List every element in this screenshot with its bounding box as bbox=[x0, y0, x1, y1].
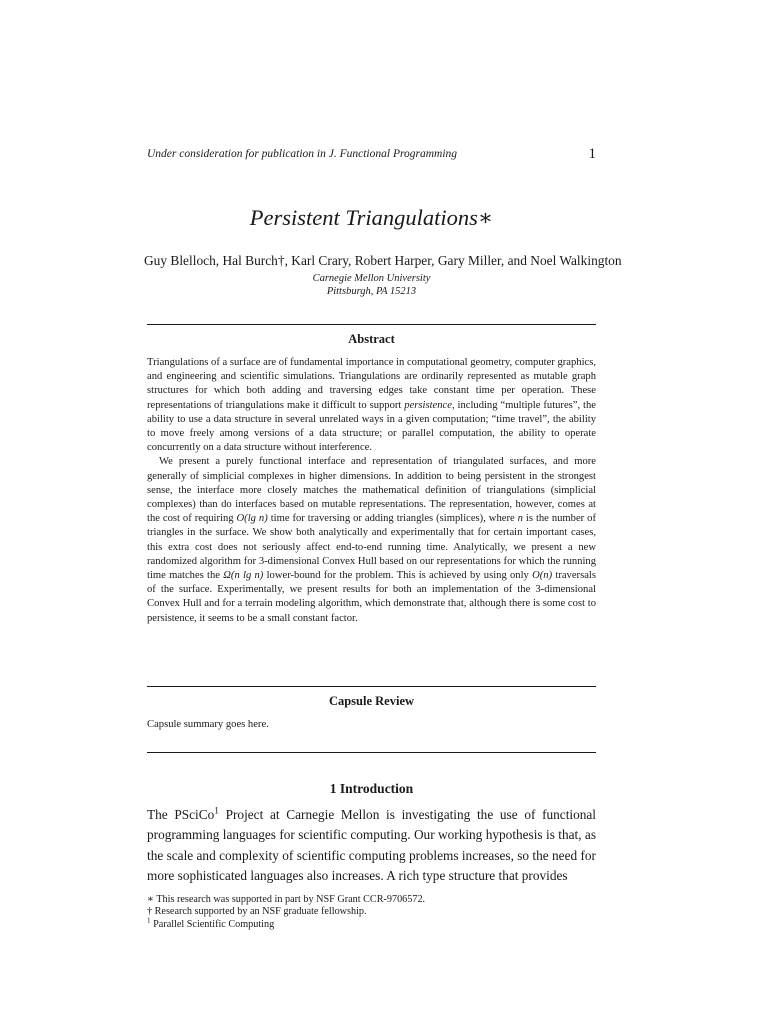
intro-text-a: The PSciCo bbox=[147, 807, 215, 822]
intro-footnote-ref: 1 bbox=[214, 806, 219, 817]
authors-text-2: , Karl Crary, Robert Harper, Gary Miller, and Noel Walkington bbox=[284, 253, 622, 268]
math-o-lg-n: O(lg n) bbox=[236, 513, 268, 525]
burch-footnote-mark: † bbox=[277, 253, 285, 268]
footnote-text: Parallel Scientific Computing bbox=[150, 918, 275, 930]
footnotes bbox=[147, 894, 596, 931]
introduction-paragraph bbox=[147, 805, 596, 886]
title-text: Persistent Triangulations bbox=[249, 205, 478, 230]
abstract-body bbox=[147, 356, 596, 626]
footnote-mark: 1 bbox=[147, 916, 151, 925]
abstract-top-rule bbox=[147, 324, 596, 325]
author-list bbox=[144, 253, 622, 269]
footnote-text: Research supported by an NSF graduate fellowship. bbox=[152, 906, 367, 918]
authors-text-1: Guy Blelloch, Hal Burch bbox=[144, 253, 278, 268]
math-omega-n-lg-n: Ω(n lg n) bbox=[223, 570, 264, 582]
running-head bbox=[147, 148, 596, 160]
abstract-p2-text-a: We present a purely functional interface and representation of triangulated surfaces, and more generally of simplicial complexes in higher dimensions. In addition to being persistent in the strongest sense, the interface more closely matches the mathematical definition of triangulations (simplicial complexes) than do interfaces based on mutable representations. The representation, however, comes at the cost of requiring bbox=[147, 456, 596, 525]
abstract-p1-text-b: , including “multiple futures”, the ability to use a data structure in several unrelated ways in a given computation; “time travel”, the ability to move freely among versions of a data structure; or parallel computation, the ability to operate concurrently on a data structure without interference. bbox=[147, 399, 596, 454]
running-head-text: Under consideration for publication in J. Functional Programming bbox=[147, 148, 458, 160]
math-o-n: O(n) bbox=[532, 570, 553, 582]
abstract-p1-text-a: Triangulations of a surface are of fundamental importance in computational geometry, computer graphics, and engineering and scientific simulations. Triangulations are ordinarily represented as mutable graph structures for which both adding and traversing edges take constant time per operation. These representations of triangulations make it difficult to support bbox=[147, 357, 597, 411]
introduction-heading: 1 Introduction bbox=[329, 781, 414, 796]
abstract-p1-emphasis: persistence bbox=[404, 399, 452, 411]
abstract-paragraph-1 bbox=[147, 356, 596, 455]
footnote-3 bbox=[147, 916, 596, 931]
capsule-top-rule bbox=[147, 686, 596, 687]
abstract-p2-text-c: is the number of triangles in the surface. We show both analytically and experimentally that for certain important cases, this extra cost does not seriously affect end-to-end running time. Analytically, we present a new randomized algorithm for 3-dimensional Convex Hull based on our representations for which the running time matches the bbox=[147, 513, 596, 582]
affiliation-address: Pittsburgh, PA 15213 bbox=[326, 286, 417, 297]
footnote-text: This research was supported in part by NSF Grant CCR-9706572. bbox=[153, 894, 426, 905]
paper-title bbox=[147, 205, 596, 231]
abstract-paragraph-2 bbox=[147, 455, 596, 625]
introduction-body bbox=[147, 805, 596, 886]
footnote-mark: † bbox=[147, 906, 153, 918]
math-n: n bbox=[517, 513, 523, 525]
title-footnote-mark: ∗ bbox=[477, 205, 494, 230]
affiliation-university: Carnegie Mellon University bbox=[312, 273, 431, 284]
intro-text-b: Project at Carnegie Mellon is investigating the use of functional programming languages for scientific computing. Our working hypothesis is that, as the scale and complexity of scientific computing problems increases, so the need for more sophisticated languages also increases. A rich type structure that provides bbox=[147, 807, 596, 883]
capsule-review-heading: Capsule Review bbox=[328, 694, 415, 708]
footnote-mark: ∗ bbox=[147, 894, 154, 905]
abstract-p2-text-d: lower-bound for the problem. This is achieved by using only bbox=[263, 570, 533, 582]
capsule-summary: Capsule summary goes here. bbox=[147, 719, 269, 730]
abstract-p2-text-b: time for traversing or adding triangles (simplices), where bbox=[267, 513, 518, 525]
abstract-p2-text-e: traversals of the surface. Experimentally, we present results for both an implementation of the 3-dimensional Convex Hull and for a terrain modeling algorithm, which demonstrate that, although there is some cost to persistence, it seems to be a small constant factor. bbox=[147, 570, 596, 624]
footnote-2 bbox=[147, 906, 596, 918]
page-number: 1 bbox=[588, 146, 596, 162]
abstract-heading: Abstract bbox=[348, 332, 395, 346]
footnote-1 bbox=[147, 894, 596, 906]
capsule-bottom-rule bbox=[147, 752, 596, 753]
